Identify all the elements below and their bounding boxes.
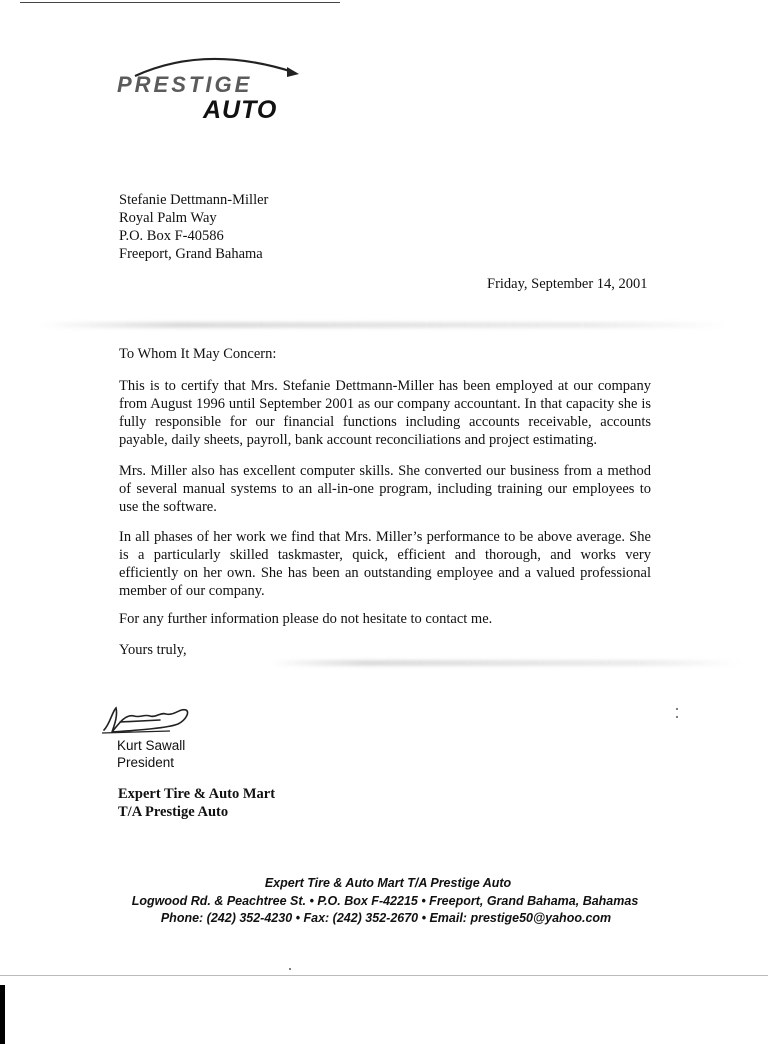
salutation: To Whom It May Concern: bbox=[119, 346, 277, 362]
logo-text-auto: AUTO bbox=[203, 96, 278, 124]
closing: Yours truly, bbox=[119, 642, 187, 658]
company-trade-name: T/A Prestige Auto bbox=[118, 804, 229, 820]
footer-address: Logwood Rd. & Peachtree St. • P.O. Box F-42215 • Freeport, Grand Bahama, Bahamas bbox=[131, 894, 639, 908]
company-block bbox=[118, 785, 275, 821]
recipient-name: Stefanie Dettmann-Miller bbox=[119, 192, 269, 208]
body-paragraph-4: For any further information please do not hesitate to contact me. bbox=[119, 611, 493, 627]
scan-edge-line bbox=[20, 2, 340, 3]
footer-contact: Phone: (242) 352-4230 • Fax: (242) 352-2670 • Email: prestige50@yahoo.com bbox=[160, 911, 612, 925]
signer-name: Kurt Sawall bbox=[117, 738, 186, 753]
company-logo bbox=[115, 50, 315, 125]
logo-text-prestige: PRESTIGE bbox=[117, 72, 253, 97]
body-paragraph-3: In all phases of her work we find that Mrs. Miller’s performance to be above average. She is a particularly skilled taskmaster, quick, efficient and thorough, and works very efficiently on her own. She has been an outstanding employee and a valued professional member of our company. bbox=[119, 529, 651, 599]
recipient-street: Royal Palm Way bbox=[119, 210, 217, 226]
scan-speck bbox=[289, 968, 291, 970]
recipient-address bbox=[119, 191, 268, 263]
company-name: Expert Tire & Auto Mart bbox=[118, 786, 276, 802]
scan-speck bbox=[676, 708, 678, 710]
body-paragraph-2: Mrs. Miller also has excellent computer skills. She converted our business from a method of several manual systems to an all-in-one program, including training our employees to use the software. bbox=[119, 463, 651, 515]
scan-edge-shadow bbox=[0, 985, 5, 1044]
recipient-city: Freeport, Grand Bahama bbox=[119, 246, 263, 262]
signature-icon bbox=[100, 702, 192, 736]
signer-block bbox=[117, 737, 185, 771]
scan-speck bbox=[676, 716, 678, 718]
scan-smudge bbox=[270, 660, 740, 666]
body-paragraph-1: This is to certify that Mrs. Stefanie Dettmann-Miller has been employed at our company from August 1996 until September 2001 as our company accountant. In that capacity she is fully responsible for our financial functions including accounts receivable, accounts payable, daily sheets, payroll, bank account reconciliations and project estimating. bbox=[119, 378, 651, 448]
letter-date: Friday, September 14, 2001 bbox=[487, 276, 648, 292]
recipient-po-box: P.O. Box F-40586 bbox=[119, 228, 224, 244]
scan-smudge bbox=[40, 322, 730, 328]
scan-edge-line bbox=[0, 975, 768, 976]
footer-company: Expert Tire & Auto Mart T/A Prestige Auto bbox=[264, 876, 512, 890]
signer-title: President bbox=[117, 755, 175, 770]
